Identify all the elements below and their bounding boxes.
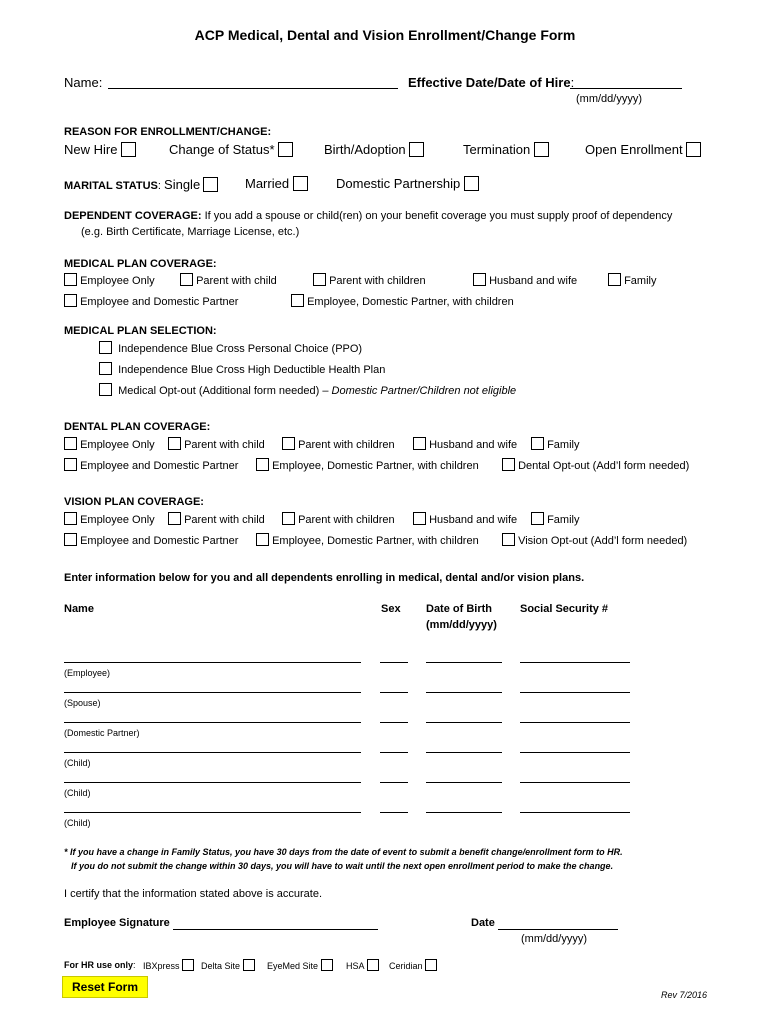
- medical-employee-domestic-children: Employee, Domestic Partner, with children: [291, 294, 514, 308]
- checkbox[interactable]: [282, 437, 295, 450]
- vision-heading: VISION PLAN COVERAGE:: [64, 496, 204, 508]
- hr-ceridian: Ceridian: [389, 959, 437, 971]
- dependent-sex-field[interactable]: [380, 752, 408, 753]
- notice-line-1: * If you have a change in Family Status, you have 30 days from the date of event to submit a benefit change/enrollment form to HR.: [64, 847, 623, 857]
- dental-employee-domestic: Employee and Domestic Partner: [64, 458, 238, 472]
- medical-employee-domestic: Employee and Domestic Partner: [64, 294, 238, 308]
- dependent-name-field[interactable]: [64, 722, 361, 723]
- checkbox[interactable]: [99, 362, 112, 375]
- vision-husband-wife: Husband and wife: [413, 512, 517, 526]
- checkbox[interactable]: [502, 533, 515, 546]
- checkbox[interactable]: [243, 959, 255, 971]
- dependent-ssn-field[interactable]: [520, 662, 630, 663]
- dependent-role-label: (Spouse): [64, 698, 101, 708]
- reason-change-of-status-checkbox[interactable]: [278, 142, 293, 157]
- signature-date-format: (mm/dd/yyyy): [521, 933, 587, 945]
- vision-employee-domestic-children: Employee, Domestic Partner, with children: [256, 533, 479, 547]
- medical-family: Family: [608, 273, 656, 287]
- reason-termination: Termination: [463, 142, 549, 157]
- col-ssn: Social Security #: [520, 603, 609, 615]
- marital-married-checkbox[interactable]: [293, 176, 308, 191]
- checkbox[interactable]: [531, 512, 544, 525]
- dependent-name-field[interactable]: [64, 662, 361, 663]
- reason-new-hire: New Hire: [64, 142, 136, 157]
- dependent-ssn-field[interactable]: [520, 722, 630, 723]
- marital-single-checkbox[interactable]: [203, 177, 218, 192]
- dependent-coverage-note: DEPENDENT COVERAGE: If you add a spouse or child(ren) on your benefit coverage you must supply proof of dependency: [64, 210, 673, 222]
- checkbox[interactable]: [99, 383, 112, 396]
- hr-hsa: HSA: [346, 959, 379, 971]
- dependent-sex-field[interactable]: [380, 662, 408, 663]
- reason-birth-adoption-checkbox[interactable]: [409, 142, 424, 157]
- dependent-sex-field[interactable]: [380, 722, 408, 723]
- dependent-role-label: (Domestic Partner): [64, 728, 140, 738]
- checkbox[interactable]: [321, 959, 333, 971]
- checkbox[interactable]: [473, 273, 486, 286]
- checkbox[interactable]: [64, 512, 77, 525]
- dependent-name-field[interactable]: [64, 782, 361, 783]
- dependent-dob-field[interactable]: [426, 662, 502, 663]
- dental-employee-only: Employee Only: [64, 437, 155, 451]
- checkbox[interactable]: [502, 458, 515, 471]
- reason-open-enrollment: Open Enrollment: [585, 142, 701, 157]
- certify-text: I certify that the information stated above is accurate.: [64, 888, 323, 900]
- checkbox[interactable]: [168, 437, 181, 450]
- hr-delta: Delta Site: [201, 959, 255, 971]
- checkbox[interactable]: [413, 437, 426, 450]
- medical-optout: Medical Opt-out (Additional form needed) – Domestic Partner/Children not eligible: [99, 383, 516, 397]
- checkbox[interactable]: [168, 512, 181, 525]
- dental-optout: Dental Opt-out (Add’l form needed): [502, 458, 689, 472]
- dependent-ssn-field[interactable]: [520, 692, 630, 693]
- marital-domestic: Domestic Partnership: [336, 176, 479, 191]
- name-label: Name:: [64, 75, 103, 90]
- reason-termination-checkbox[interactable]: [534, 142, 549, 157]
- dependent-dob-field[interactable]: [426, 722, 502, 723]
- dental-husband-wife: Husband and wife: [413, 437, 517, 451]
- checkbox[interactable]: [180, 273, 193, 286]
- dependent-role-label: (Child): [64, 788, 91, 798]
- dental-parent-child: Parent with child: [168, 437, 265, 451]
- col-sex: Sex: [381, 603, 401, 615]
- medical-employee-only: Employee Only: [64, 273, 155, 287]
- col-name: Name: [64, 603, 94, 615]
- signature-date-field[interactable]: [498, 929, 618, 930]
- reason-new-hire-checkbox[interactable]: [121, 142, 136, 157]
- dependent-name-field[interactable]: [64, 752, 361, 753]
- checkbox[interactable]: [291, 294, 304, 307]
- checkbox[interactable]: [256, 533, 269, 546]
- checkbox[interactable]: [367, 959, 379, 971]
- checkbox[interactable]: [282, 512, 295, 525]
- dependent-dob-field[interactable]: [426, 782, 502, 783]
- hr-eyemed: EyeMed Site: [267, 959, 333, 971]
- dependent-dob-field[interactable]: [426, 812, 502, 813]
- dependent-role-label: (Child): [64, 758, 91, 768]
- checkbox[interactable]: [64, 458, 77, 471]
- medical-hdhp: Independence Blue Cross High Deductible Health Plan: [99, 362, 385, 376]
- checkbox[interactable]: [608, 273, 621, 286]
- checkbox[interactable]: [531, 437, 544, 450]
- vision-optout: Vision Opt-out (Add’l form needed): [502, 533, 687, 547]
- dependent-dob-field[interactable]: [426, 692, 502, 693]
- dependent-role-label: (Employee): [64, 668, 111, 678]
- medical-coverage-heading: MEDICAL PLAN COVERAGE:: [64, 258, 217, 270]
- col-dob: Date of Birth: [426, 603, 492, 615]
- vision-family: Family: [531, 512, 579, 526]
- marital-domestic-checkbox[interactable]: [464, 176, 479, 191]
- dependent-dob-field[interactable]: [426, 752, 502, 753]
- vision-parent-children: Parent with children: [282, 512, 395, 526]
- dental-parent-children: Parent with children: [282, 437, 395, 451]
- checkbox[interactable]: [64, 294, 77, 307]
- checkbox[interactable]: [64, 273, 77, 286]
- dental-family: Family: [531, 437, 579, 451]
- checkbox[interactable]: [256, 458, 269, 471]
- dependent-sex-field[interactable]: [380, 812, 408, 813]
- checkbox[interactable]: [425, 959, 437, 971]
- medical-ppo: Independence Blue Cross Personal Choice (PPO): [99, 341, 362, 355]
- col-dob-format: (mm/dd/yyyy): [426, 619, 497, 631]
- checkbox[interactable]: [313, 273, 326, 286]
- dental-employee-domestic-children: Employee, Domestic Partner, with children: [256, 458, 479, 472]
- effective-date-format: (mm/dd/yyyy): [576, 93, 642, 105]
- dependent-sex-field[interactable]: [380, 782, 408, 783]
- dependent-coverage-note-2: (e.g. Birth Certificate, Marriage License, etc.): [81, 226, 300, 238]
- dependent-ssn-field[interactable]: [520, 812, 630, 813]
- reason-change-of-status: Change of Status*: [169, 142, 293, 157]
- vision-employee-domestic: Employee and Domestic Partner: [64, 533, 238, 547]
- checkbox[interactable]: [413, 512, 426, 525]
- dependent-ssn-field[interactable]: [520, 782, 630, 783]
- reason-birth-adoption: Birth/Adoption: [324, 142, 424, 157]
- hr-label: For HR use only:: [64, 960, 136, 970]
- dependent-sex-field[interactable]: [380, 692, 408, 693]
- notice-line-2: If you do not submit the change within 30 days, you will have to wait until the next open enrollment period to make the change.: [71, 861, 614, 871]
- signature-date-label: Date: [471, 917, 495, 929]
- medical-selection-heading: MEDICAL PLAN SELECTION:: [64, 325, 217, 337]
- checkbox[interactable]: [99, 341, 112, 354]
- medical-husband-wife: Husband and wife: [473, 273, 577, 287]
- dental-heading: DENTAL PLAN COVERAGE:: [64, 421, 211, 433]
- effective-date-label: Effective Date/Date of Hire:: [408, 75, 575, 90]
- medical-parent-children: Parent with children: [313, 273, 426, 287]
- revision-label: Rev 7/2016: [661, 990, 708, 1000]
- vision-parent-child: Parent with child: [168, 512, 265, 526]
- signature-field[interactable]: [173, 929, 378, 930]
- dependent-name-field[interactable]: [64, 812, 361, 813]
- dependent-name-field[interactable]: [64, 692, 361, 693]
- reset-form-button[interactable]: Reset Form: [62, 976, 148, 998]
- marital-label: MARITAL STATUS: Single: [64, 177, 218, 192]
- vision-employee-only: Employee Only: [64, 512, 155, 526]
- signature-label: Employee Signature: [64, 917, 170, 929]
- checkbox[interactable]: [64, 437, 77, 450]
- reason-open-enrollment-checkbox[interactable]: [686, 142, 701, 157]
- effective-date-field[interactable]: [570, 88, 682, 89]
- dependents-instruction: Enter information below for you and all dependents enrolling in medical, dental and/or vision plans.: [64, 572, 585, 584]
- dependent-role-label: (Child): [64, 818, 91, 828]
- medical-parent-child: Parent with child: [180, 273, 277, 287]
- checkbox[interactable]: [182, 959, 194, 971]
- dependent-ssn-field[interactable]: [520, 752, 630, 753]
- name-field[interactable]: [108, 88, 398, 89]
- marital-married: Married: [245, 176, 308, 191]
- page-title: ACP Medical, Dental and Vision Enrollment/Change Form: [194, 27, 576, 43]
- checkbox[interactable]: [64, 533, 77, 546]
- hr-ibxpress: IBXpress: [143, 959, 194, 971]
- reason-heading: REASON FOR ENROLLMENT/CHANGE:: [64, 126, 272, 138]
